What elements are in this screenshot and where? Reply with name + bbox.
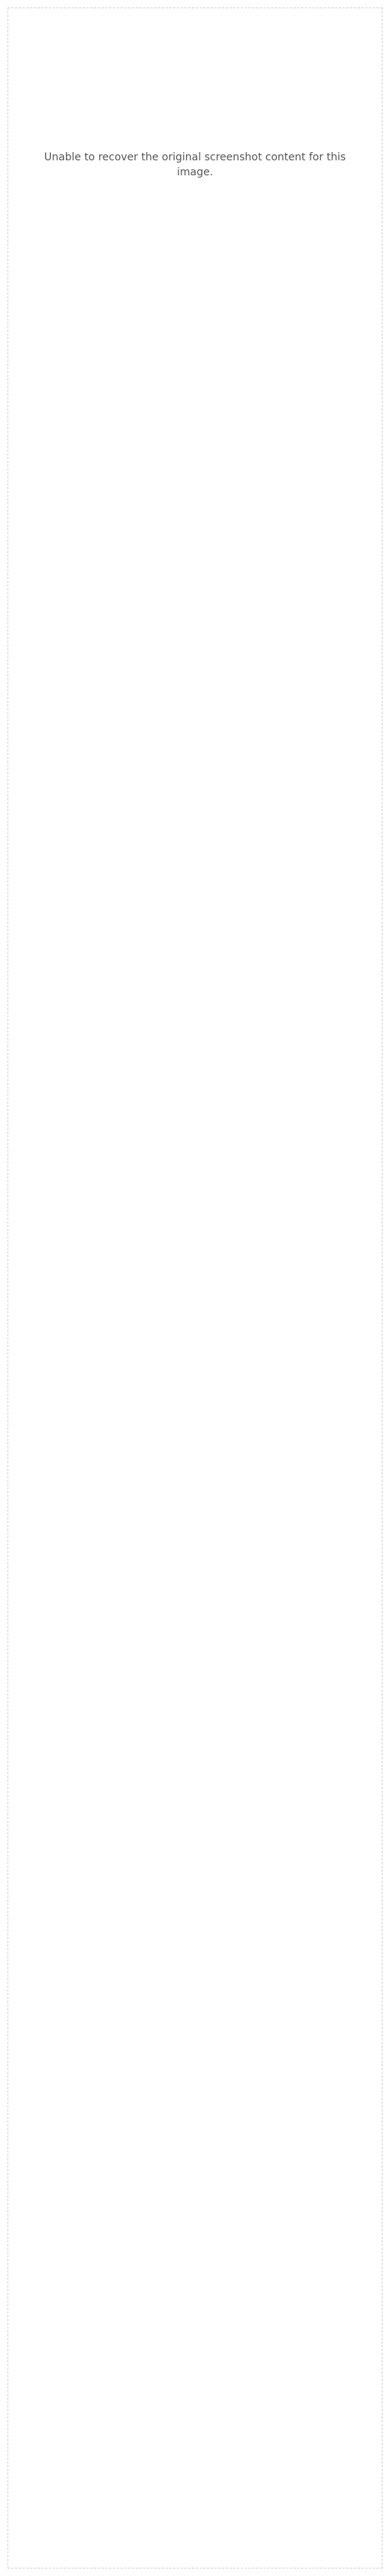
status-notice: Unable to recover the original screenshot content for this image. bbox=[44, 151, 346, 178]
page-frame bbox=[8, 7, 382, 2569]
